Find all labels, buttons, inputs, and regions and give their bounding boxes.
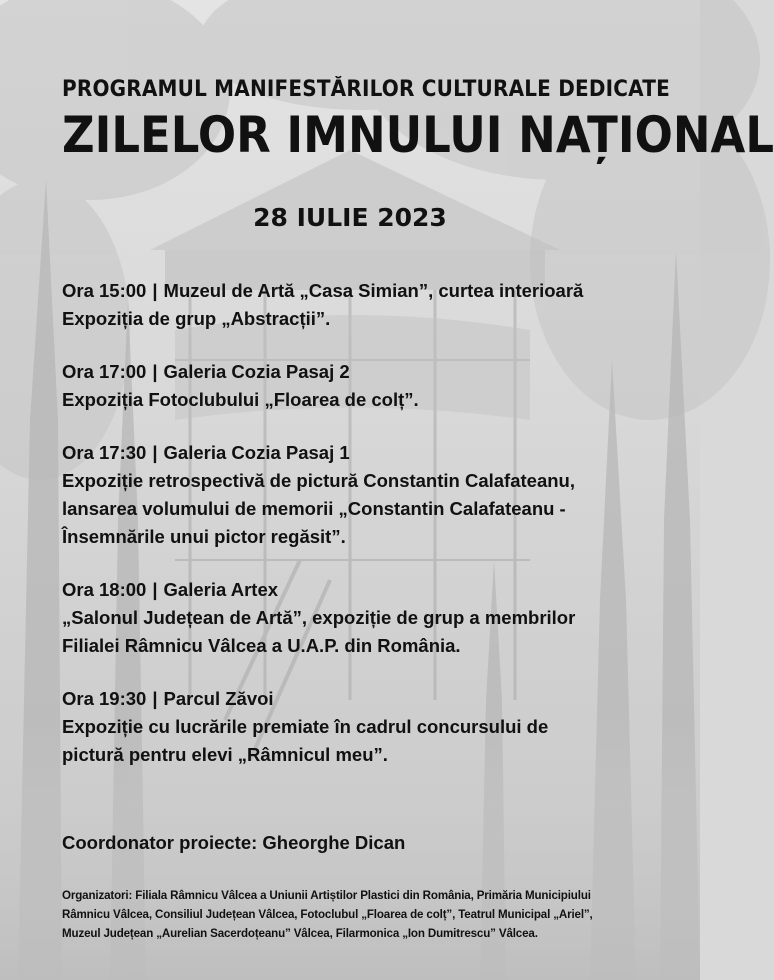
event-time: Ora 17:00 bbox=[62, 361, 147, 382]
event-list bbox=[62, 277, 638, 794]
header-line-1: PROGRAMUL MANIFESTĂRILOR CULTURALE DEDICATE bbox=[62, 77, 670, 102]
organizers-text: Filiala Râmnicu Vâlcea a Uniunii Artiștilor Plastici din România, Primăria Municipiului bbox=[135, 889, 591, 902]
event-description-line: Expoziție cu lucrările premiate în cadrul concursului de bbox=[62, 716, 549, 737]
event-heading bbox=[62, 685, 638, 713]
event-description-line: „Salonul Județean de Artă”, expoziție de grup a membrilor bbox=[62, 607, 576, 628]
event-time: Ora 15:00 bbox=[62, 280, 147, 301]
event-separator: | bbox=[152, 442, 158, 463]
event-place: Galeria Cozia Pasaj 1 bbox=[163, 442, 350, 463]
organizers-line: Râmnicu Vâlcea, Consiliul Județean Vâlcea, Fotoclubul „Floarea de colț”, Teatrul Municipal „Ariel”, bbox=[62, 908, 593, 921]
project-coordinator: Coordonator proiecte: Gheorghe Dican bbox=[62, 832, 406, 853]
event-item bbox=[62, 439, 638, 551]
event-time: Ora 19:30 bbox=[62, 688, 147, 709]
event-item bbox=[62, 277, 638, 333]
event-description-line: Expoziția Fotoclubului „Floarea de colț”. bbox=[62, 389, 419, 410]
event-heading bbox=[62, 439, 638, 467]
event-place: Galeria Cozia Pasaj 2 bbox=[163, 361, 350, 382]
event-separator: | bbox=[152, 280, 158, 301]
event-separator: | bbox=[152, 361, 158, 382]
event-heading bbox=[62, 576, 638, 604]
event-description-line: pictură pentru elevi „Râmnicul meu”. bbox=[62, 744, 388, 765]
event-place: Parcul Zăvoi bbox=[163, 688, 274, 709]
header-line-2: ZILELOR IMNULUI NAȚIONAL bbox=[62, 106, 774, 164]
event-description-line: lansarea volumului de memorii „Constantin Calafateanu - bbox=[62, 498, 566, 519]
event-description-line: Expoziție retrospectivă de pictură Constantin Calafateanu, bbox=[62, 470, 575, 491]
event-item bbox=[62, 358, 638, 414]
event-time: Ora 18:00 bbox=[62, 579, 147, 600]
event-heading bbox=[62, 358, 638, 386]
event-place: Muzeul de Artă „Casa Simian”, curtea interioară bbox=[163, 280, 584, 301]
organizers-label: Organizatori: bbox=[62, 889, 133, 902]
event-item bbox=[62, 576, 638, 660]
event-heading bbox=[62, 277, 638, 305]
organizers-block bbox=[62, 886, 642, 943]
event-time: Ora 17:30 bbox=[62, 442, 147, 463]
organizers-line bbox=[62, 886, 642, 905]
event-description-line: Însemnările unui pictor regăsit”. bbox=[62, 526, 346, 547]
event-description-line: Expoziția de grup „Abstracții”. bbox=[62, 308, 331, 329]
poster-header bbox=[62, 76, 774, 164]
event-separator: | bbox=[152, 579, 158, 600]
event-date: 28 IULIE 2023 bbox=[253, 203, 447, 232]
event-place: Galeria Artex bbox=[163, 579, 279, 600]
event-separator: | bbox=[152, 688, 158, 709]
event-description-line: Filialei Râmnicu Vâlcea a U.A.P. din România. bbox=[62, 635, 461, 656]
organizers-line: Muzeul Județean „Aurelian Sacerdoțeanu” Vâlcea, Filarmonica „Ion Dumitrescu” Vâlcea. bbox=[62, 927, 538, 940]
event-item bbox=[62, 685, 638, 769]
